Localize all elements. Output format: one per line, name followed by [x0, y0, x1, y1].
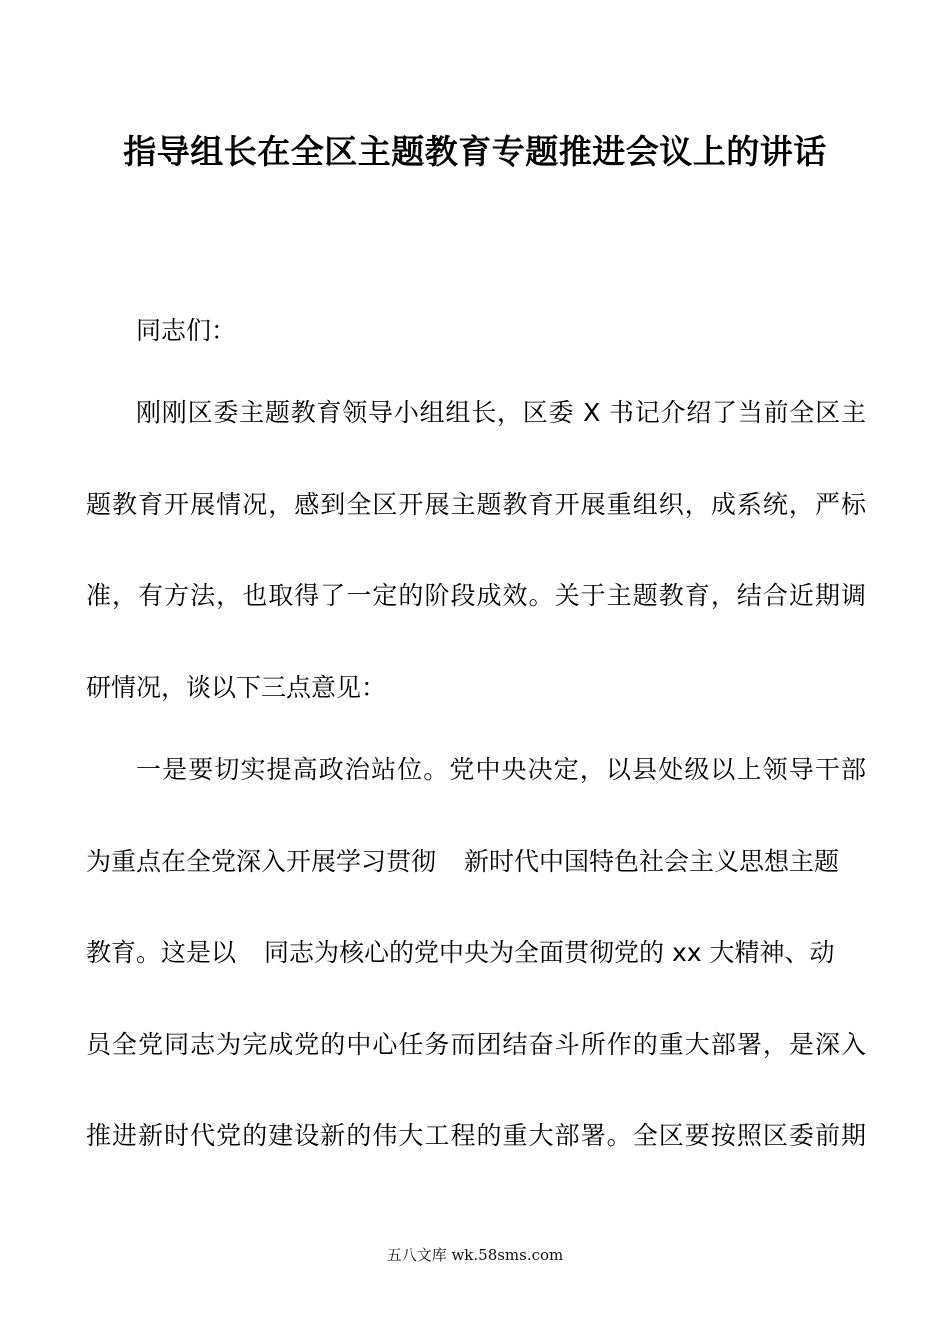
paragraph-line: 题教育开展情况，感到全区开展主题教育开展重组织，成系统，严标 — [86, 490, 866, 519]
line-segment: 新时代中国特色社会主义思想主题 — [464, 847, 840, 876]
document-title: 指导组长在全区主题教育专题推进会议上的讲话 — [123, 132, 827, 171]
paragraph-line-split — [86, 929, 866, 977]
line-segment: 为重点在全党深入开展学习贯彻 — [86, 847, 437, 876]
paragraph-line: 研情况，谈以下三点意见： — [86, 673, 387, 702]
paragraph-line: 推进新时代党的建设新的伟大工程的重大部署。全区要按照区委前期 — [86, 1121, 866, 1150]
line-segment: 教育。这是以 — [86, 938, 237, 967]
line-segment: 同志为核心的党中央为全面贯彻党的 xx 大精神、动 — [264, 938, 835, 967]
paragraph-line-split — [86, 838, 866, 886]
paragraph-line: 员全党同志为完成党的中心任务而团结奋斗所作的重大部署，是深入 — [86, 1030, 866, 1059]
footer-watermark: 五八文库 wk.58sms.com — [386, 1246, 564, 1264]
paragraph-line: 刚刚区委主题教育领导小组组长，区委 X 书记介绍了当前全区主 — [136, 398, 866, 427]
paragraph-line: 准，有方法，也取得了一定的阶段成效。关于主题教育，结合近期调 — [86, 581, 866, 610]
salutation: 同志们： — [136, 316, 237, 345]
paragraph-line: 一是要切实提高政治站位。党中央决定，以县处级以上领导干部 — [136, 755, 866, 784]
